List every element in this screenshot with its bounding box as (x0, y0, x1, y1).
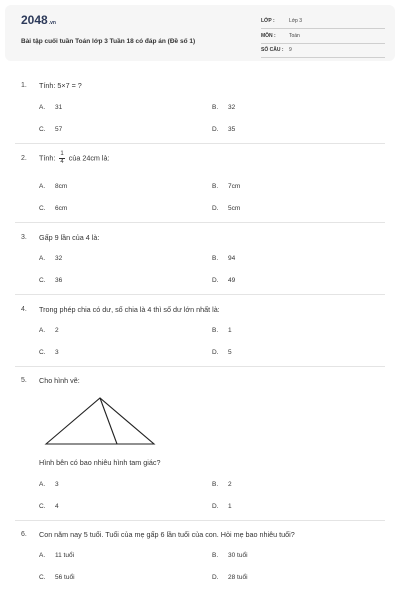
option-a[interactable]: A. 32 (39, 255, 63, 262)
question-text: Con năm nay 5 tuổi. Tuổi của mẹ gấp 6 lần tuổi của con. Hỏi mẹ bao nhiêu tuổi? (39, 530, 295, 539)
option-d[interactable]: D. 35 (212, 126, 236, 133)
logo-brand: 2048 (21, 13, 48, 27)
question-number: 4. (21, 306, 27, 313)
meta-count-label: SỐ CÂU : (261, 47, 284, 53)
option-d[interactable]: D. 5cm (212, 205, 241, 212)
meta-subject-label: MÔN : (261, 33, 276, 39)
option-c[interactable]: C. 57 (39, 126, 63, 133)
outer-triangle (46, 398, 154, 444)
option-a[interactable]: A. 2 (39, 327, 59, 334)
divider (15, 520, 385, 521)
meta-subject-value: Toán (289, 33, 300, 39)
meta-class-value: Lớp 3 (289, 18, 303, 24)
question-text: Tính: 5×7 = ? (39, 81, 82, 90)
option-b[interactable]: B. 94 (212, 255, 236, 262)
logo-tld: .vn (48, 20, 56, 26)
question-number: 5. (21, 377, 27, 384)
divider (15, 222, 385, 223)
document-title: Bài tập cuối tuần Toán lớp 3 Tuần 18 có đáp án (Đề số 1) (21, 38, 196, 45)
option-d[interactable]: D. 49 (212, 277, 236, 284)
option-a[interactable]: A. 3 (39, 481, 59, 488)
option-b[interactable]: B. 7cm (212, 183, 241, 190)
question-text: Cho hình vẽ: (39, 376, 80, 385)
option-c[interactable]: C. 6cm (39, 205, 68, 212)
divider (15, 366, 385, 367)
question-number: 2. (21, 155, 27, 162)
question-number: 3. (21, 234, 27, 241)
option-b[interactable]: B. 1 (212, 327, 232, 334)
question-subtext: Hình bên có bao nhiêu hình tam giác? (39, 458, 161, 467)
divider (15, 294, 385, 295)
option-d[interactable]: D. 28 tuổi (212, 574, 248, 581)
option-c[interactable]: C. 56 tuổi (39, 574, 75, 581)
question-text: Gấp 9 lần của 4 là: (39, 233, 100, 242)
option-d[interactable]: D. 5 (212, 349, 232, 356)
meta-class-label: LỚP : (261, 18, 275, 24)
fraction: $\frac{1}{4}$ (60, 151, 64, 165)
option-a[interactable]: A. 11 tuổi (39, 552, 75, 559)
option-b[interactable]: B. 30 tuổi (212, 552, 248, 559)
option-d[interactable]: D. 1 (212, 503, 232, 510)
question-text: Tính: $\frac{1}{4}$ của 24cm là: (39, 151, 110, 165)
option-b[interactable]: B. 32 (212, 104, 236, 111)
option-c[interactable]: C. 36 (39, 277, 63, 284)
option-b[interactable]: B. 2 (212, 481, 232, 488)
option-c[interactable]: C. 3 (39, 349, 59, 356)
triangle-figure (44, 396, 156, 448)
divider (15, 143, 385, 144)
site-logo[interactable] (21, 13, 56, 27)
meta-count (261, 45, 385, 58)
meta-count-value: 9 (289, 47, 292, 53)
question-number: 6. (21, 531, 27, 538)
question-number: 1. (21, 82, 27, 89)
option-a[interactable]: A. 8cm (39, 183, 68, 190)
question-text: Trong phép chia có dư, số chia là 4 thì số dư lớn nhất là: (39, 305, 220, 314)
option-a[interactable]: A. 31 (39, 104, 63, 111)
meta-class (261, 16, 385, 29)
worksheet-header (5, 5, 395, 61)
option-c[interactable]: C. 4 (39, 503, 59, 510)
meta-subject (261, 31, 385, 44)
